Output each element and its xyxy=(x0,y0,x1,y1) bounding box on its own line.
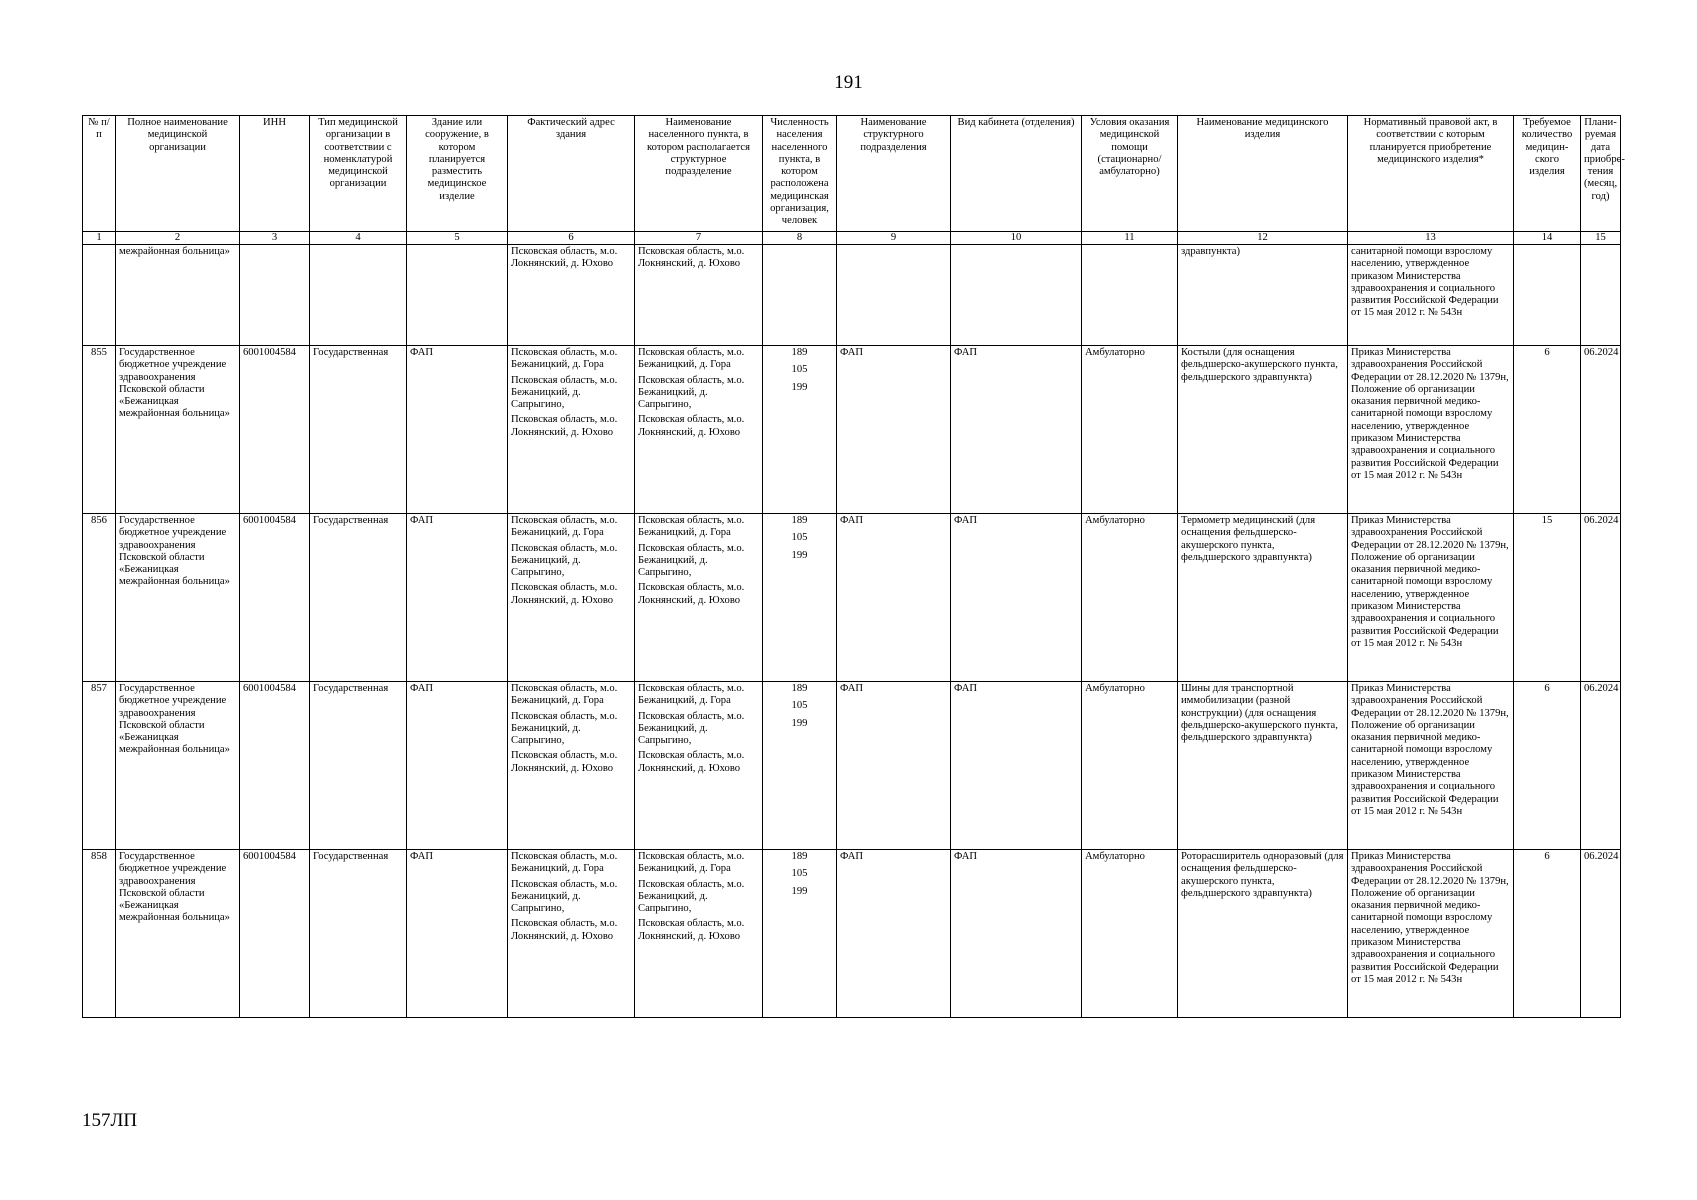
cell-num: 855 xyxy=(83,346,116,514)
population-value: 199 xyxy=(791,381,808,393)
cell-type: Государственная xyxy=(310,850,407,1018)
cell-org: межрайонная больница» xyxy=(116,245,240,346)
population-value: 105 xyxy=(791,868,808,880)
column-number: 14 xyxy=(1514,232,1581,245)
cell-inn xyxy=(240,245,310,346)
cell-unit: ФАП xyxy=(837,346,951,514)
cell-act: Приказ Министерства здравоохранения Российской Федерации от 28.12.2020 № 1379н, Положение об организации оказания первичной медико-санитарной помощи взрослому населению, утвержденное приказом Министерства здравоохранения и социального развития Российской Федерации от 15 мая 2012 г. № 543н xyxy=(1348,850,1514,1018)
settlement-line: Псковская область, м.о. Бежаницкий, д. Гора xyxy=(638,515,745,539)
header-row xyxy=(83,116,1621,232)
cell-settlement xyxy=(635,346,763,514)
cell-device: Шины для транспортной иммобилизации (разной конструкции) (для оснащения фельдшерско-акушерского пункта, фельдшерского здравпункта) xyxy=(1178,682,1348,850)
cell-unit: ФАП xyxy=(837,514,951,682)
cell-inn: 6001004584 xyxy=(240,850,310,1018)
cell-population xyxy=(763,346,837,514)
table-row xyxy=(83,850,1621,1018)
cell-type: Государственная xyxy=(310,682,407,850)
cell-address xyxy=(508,514,635,682)
settlement-line: Псковская область, м.о. Бежаницкий, д. Сапрыгино, xyxy=(638,878,745,915)
column-number: 2 xyxy=(116,232,240,245)
cell-num xyxy=(83,245,116,346)
column-number: 7 xyxy=(635,232,763,245)
cell-num: 857 xyxy=(83,682,116,850)
cell-org: Государственное бюджетное учреждение здравоохранения Псковской области «Бежаницкая межрайонная больница» xyxy=(116,346,240,514)
table-row xyxy=(83,514,1621,682)
cell-cabinet: ФАП xyxy=(951,346,1082,514)
table-row xyxy=(83,346,1621,514)
cell-device: Термометр медицинский (для оснащения фельдшерско-акушерского пункта, фельдшерского здравпункта) xyxy=(1178,514,1348,682)
address-line: Псковская область, м.о. Бежаницкий, д. Сапрыгино, xyxy=(511,542,618,579)
column-number-row xyxy=(83,232,1621,245)
cell-building: ФАП xyxy=(407,850,508,1018)
cell-device: Роторасширитель одноразовый (для оснащения фельдшерско-акушерского пункта, фельдшерского здравпункта) xyxy=(1178,850,1348,1018)
cell-act: Приказ Министерства здравоохранения Российской Федерации от 28.12.2020 № 1379н, Положение об организации оказания первичной медико-санитарной помощи взрослому населению, утвержденное приказом Министерства здравоохранения и социального развития Российской Федерации от 15 мая 2012 г. № 543н xyxy=(1348,682,1514,850)
cell-cabinet: ФАП xyxy=(951,682,1082,850)
settlement-line: Псковская область, м.о. Локнянский, д. Юхово xyxy=(638,246,745,270)
settlement-line: Псковская область, м.о. Локнянский, д. Юхово xyxy=(638,918,745,942)
address-line: Псковская область, м.о. Локнянский, д. Юхово xyxy=(511,918,618,942)
population-value: 105 xyxy=(791,364,808,376)
cell-unit: ФАП xyxy=(837,850,951,1018)
cell-act: Приказ Министерства здравоохранения Российской Федерации от 28.12.2020 № 1379н, Положение об организации оказания первичной медико-санитарной помощи взрослому населению, утвержденное приказом Министерства здравоохранения и социального развития Российской Федерации от 15 мая 2012 г. № 543н xyxy=(1348,346,1514,514)
cell-address xyxy=(508,245,635,346)
address-line: Псковская область, м.о. Локнянский, д. Юхово xyxy=(511,582,618,606)
cell-address xyxy=(508,682,635,850)
settlement-line: Псковская область, м.о. Бежаницкий, д. Гора xyxy=(638,683,745,707)
header-cell: Нормативный правовой акт, в соответствии с которым планируется приобретение медицинского изделия* xyxy=(1348,116,1514,232)
cell-conditions: Амбулаторно xyxy=(1082,346,1178,514)
cell-address xyxy=(508,850,635,1018)
column-number: 1 xyxy=(83,232,116,245)
column-number: 8 xyxy=(763,232,837,245)
header-cell: Численность населения населенного пункта, в котором расположена медицинская организация, человек xyxy=(763,116,837,232)
column-number: 4 xyxy=(310,232,407,245)
cell-org: Государственное бюджетное учреждение здравоохранения Псковской области «Бежаницкая межрайонная больница» xyxy=(116,850,240,1018)
population-value: 199 xyxy=(791,549,808,561)
cell-unit xyxy=(837,245,951,346)
cell-date: 06.2024 xyxy=(1581,514,1621,682)
address-line: Псковская область, м.о. Бежаницкий, д. Сапрыгино, xyxy=(511,710,618,747)
address-line: Псковская область, м.о. Бежаницкий, д. Гора xyxy=(511,683,618,707)
header-cell: Наименование медицинского изделия xyxy=(1178,116,1348,232)
cell-settlement xyxy=(635,245,763,346)
cell-act: Приказ Министерства здравоохранения Российской Федерации от 28.12.2020 № 1379н, Положение об организации оказания первичной медико-санитарной помощи взрослому населению, утвержденное приказом Министерства здравоохранения и социального развития Российской Федерации от 15 мая 2012 г. № 543н xyxy=(1348,514,1514,682)
cell-num: 858 xyxy=(83,850,116,1018)
header-cell: Требуемое количество медицин-ского изделия xyxy=(1514,116,1581,232)
cell-population xyxy=(763,514,837,682)
population-value: 199 xyxy=(791,717,808,729)
column-number: 5 xyxy=(407,232,508,245)
cell-date: 06.2024 xyxy=(1581,346,1621,514)
header-cell: Полное наименование медицинской организации xyxy=(116,116,240,232)
population-value: 105 xyxy=(791,700,808,712)
cell-date: 06.2024 xyxy=(1581,682,1621,850)
cell-inn: 6001004584 xyxy=(240,682,310,850)
settlement-line: Псковская область, м.о. Бежаницкий, д. Сапрыгино, xyxy=(638,542,745,579)
cell-population xyxy=(763,682,837,850)
address-line: Псковская область, м.о. Локнянский, д. Юхово xyxy=(511,414,618,438)
cell-conditions: Амбулаторно xyxy=(1082,514,1178,682)
column-number: 3 xyxy=(240,232,310,245)
header-cell: № п/п xyxy=(83,116,116,232)
address-line: Псковская область, м.о. Локнянский, д. Юхово xyxy=(511,246,618,270)
settlement-line: Псковская область, м.о. Локнянский, д. Юхово xyxy=(638,582,745,606)
cell-inn: 6001004584 xyxy=(240,514,310,682)
address-line: Псковская область, м.о. Локнянский, д. Юхово xyxy=(511,750,618,774)
settlement-line: Псковская область, м.о. Локнянский, д. Юхово xyxy=(638,750,745,774)
column-number: 9 xyxy=(837,232,951,245)
cell-device: Костыли (для оснащения фельдшерско-акушерского пункта, фельдшерского здравпункта) xyxy=(1178,346,1348,514)
address-line: Псковская область, м.о. Бежаницкий, д. Гора xyxy=(511,515,618,539)
header-cell: Наименование структурного подразделения xyxy=(837,116,951,232)
header-cell: Вид кабинета (отделения) xyxy=(951,116,1082,232)
settlement-line: Псковская область, м.о. Бежаницкий, д. Гора xyxy=(638,851,745,875)
column-number: 13 xyxy=(1348,232,1514,245)
cell-conditions: Амбулаторно xyxy=(1082,850,1178,1018)
cell-unit: ФАП xyxy=(837,682,951,850)
header-cell: Плани-руемая дата приобре-тения (месяц, год) xyxy=(1581,116,1621,232)
cell-qty: 6 xyxy=(1514,346,1581,514)
cell-num: 856 xyxy=(83,514,116,682)
population-value: 199 xyxy=(791,885,808,897)
settlement-line: Псковская область, м.о. Локнянский, д. Юхово xyxy=(638,414,745,438)
cell-type xyxy=(310,245,407,346)
cell-date: 06.2024 xyxy=(1581,850,1621,1018)
cell-building xyxy=(407,245,508,346)
column-number: 11 xyxy=(1082,232,1178,245)
cell-population xyxy=(763,245,837,346)
address-line: Псковская область, м.о. Бежаницкий, д. Сапрыгино, xyxy=(511,878,618,915)
equipment-table xyxy=(82,115,1625,1018)
cell-qty xyxy=(1514,245,1581,346)
cell-population xyxy=(763,850,837,1018)
table-row xyxy=(83,682,1621,850)
header-cell: Условия оказания медицинской помощи (стационарно/ амбулаторно) xyxy=(1082,116,1178,232)
column-number: 12 xyxy=(1178,232,1348,245)
cell-conditions: Амбулаторно xyxy=(1082,682,1178,850)
cell-act: санитарной помощи взрослому населению, утвержденное приказом Министерства здравоохранения и социального развития Российской Федерации от 15 мая 2012 г. № 543н xyxy=(1348,245,1514,346)
cell-building: ФАП xyxy=(407,346,508,514)
cell-qty: 6 xyxy=(1514,850,1581,1018)
header-cell: ИНН xyxy=(240,116,310,232)
column-number: 15 xyxy=(1581,232,1621,245)
population-value: 189 xyxy=(791,851,808,862)
cell-address xyxy=(508,346,635,514)
header-cell: Здание или сооружение, в котором планируется разместить медицинское изделие xyxy=(407,116,508,232)
settlement-line: Псковская область, м.о. Бежаницкий, д. Сапрыгино, xyxy=(638,374,745,411)
cell-cabinet: ФАП xyxy=(951,514,1082,682)
header-cell: Фактический адрес здания xyxy=(508,116,635,232)
cell-date xyxy=(1581,245,1621,346)
cell-type: Государственная xyxy=(310,346,407,514)
cell-conditions xyxy=(1082,245,1178,346)
cell-org: Государственное бюджетное учреждение здравоохранения Псковской области «Бежаницкая межрайонная больница» xyxy=(116,514,240,682)
settlement-line: Псковская область, м.о. Бежаницкий, д. Гора xyxy=(638,347,745,371)
header-cell: Наименование населенного пункта, в котором располагается структурное подразделение xyxy=(635,116,763,232)
cell-qty: 6 xyxy=(1514,682,1581,850)
cell-inn: 6001004584 xyxy=(240,346,310,514)
page-number: 191 xyxy=(834,72,863,93)
column-number: 6 xyxy=(508,232,635,245)
address-line: Псковская область, м.о. Бежаницкий, д. Гора xyxy=(511,851,618,875)
cell-cabinet xyxy=(951,245,1082,346)
population-value: 189 xyxy=(791,683,808,694)
cell-settlement xyxy=(635,514,763,682)
header-cell: Тип медицинской организации в соответствии с номенклатурой медицинской организации xyxy=(310,116,407,232)
population-value: 189 xyxy=(791,515,808,526)
cell-settlement xyxy=(635,850,763,1018)
cell-org: Государственное бюджетное учреждение здравоохранения Псковской области «Бежаницкая межрайонная больница» xyxy=(116,682,240,850)
cell-type: Государственная xyxy=(310,514,407,682)
population-value: 105 xyxy=(791,532,808,544)
address-line: Псковская область, м.о. Бежаницкий, д. Сапрыгино, xyxy=(511,374,618,411)
cell-building: ФАП xyxy=(407,682,508,850)
cell-qty: 15 xyxy=(1514,514,1581,682)
population-value: 189 xyxy=(791,347,808,358)
column-number: 10 xyxy=(951,232,1082,245)
address-line: Псковская область, м.о. Бежаницкий, д. Гора xyxy=(511,347,618,371)
footer-code: 157ЛП xyxy=(82,1110,138,1131)
cell-building: ФАП xyxy=(407,514,508,682)
table-row-continued xyxy=(83,245,1621,346)
settlement-line: Псковская область, м.о. Бежаницкий, д. Сапрыгино, xyxy=(638,710,745,747)
cell-cabinet: ФАП xyxy=(951,850,1082,1018)
cell-settlement xyxy=(635,682,763,850)
cell-device: здравпункта) xyxy=(1178,245,1348,346)
